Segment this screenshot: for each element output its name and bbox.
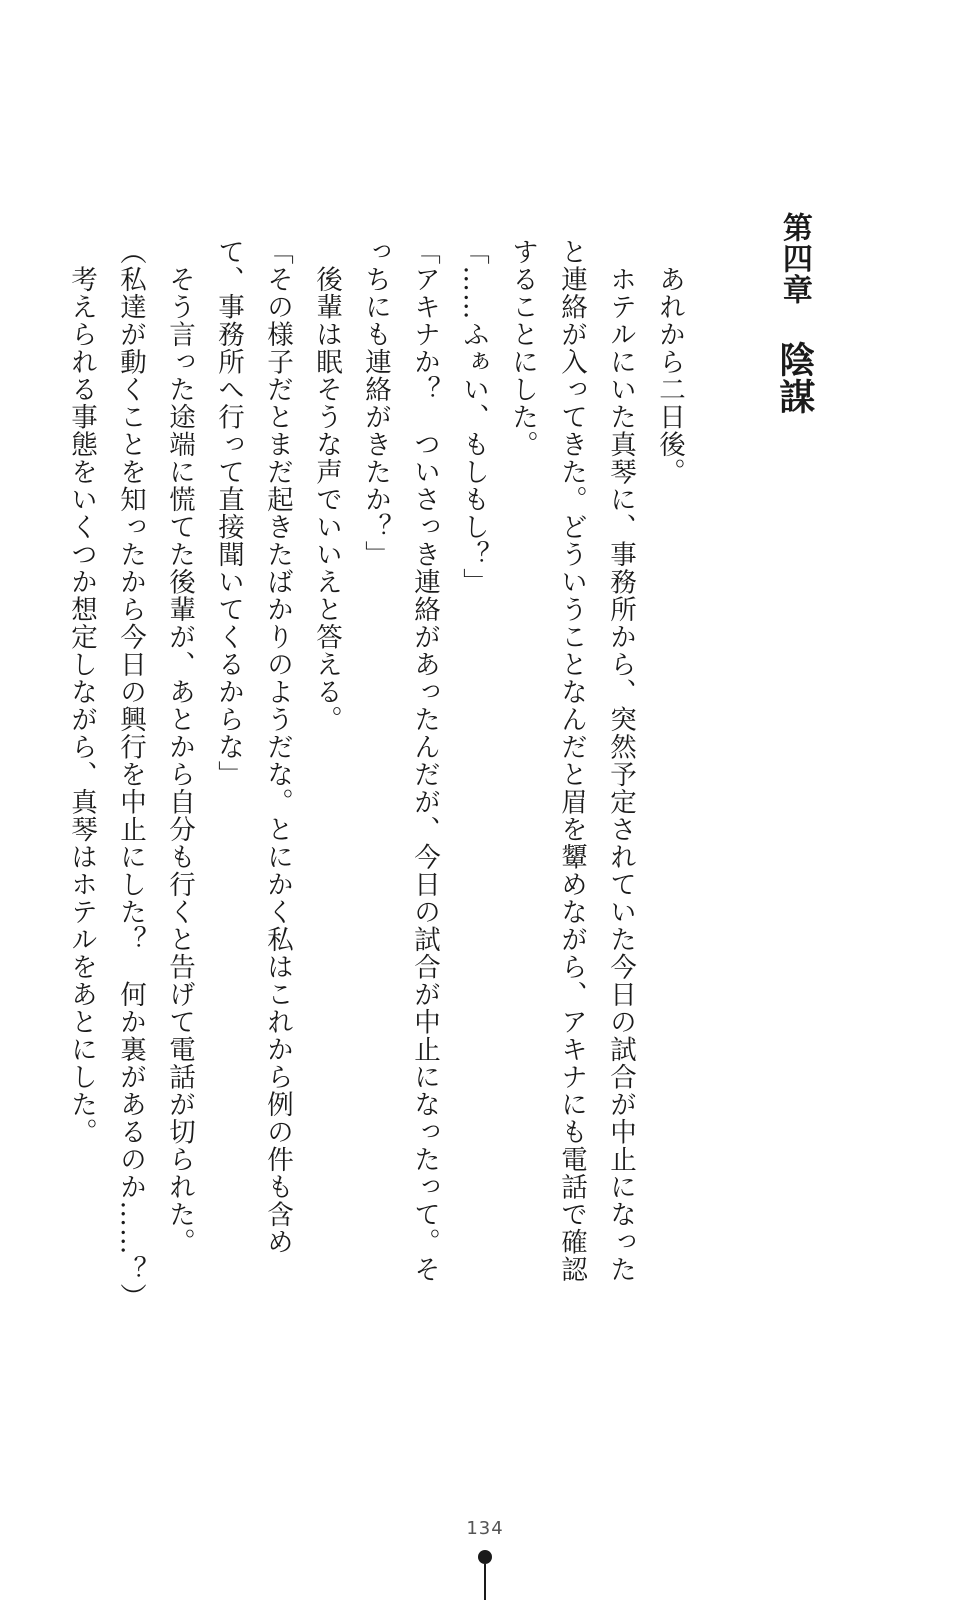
body-text: [57, 238, 694, 1311]
dialogue-line: 「……ふぁい、もしもし？」: [458, 238, 489, 596]
dialogue-line: 「その様子だとまだ起きたばかりのようだな。とにかく私はこれから例の件も含めて、事務所へ行って直接聞いてくるからな」: [213, 238, 293, 1256]
dialogue-line: 「アキナか？ ついさっき連絡があったんだが、今日の試合が中止になったって。そっちにも連絡がきたか？」: [360, 238, 440, 1283]
paragraph: あれから二日後。: [654, 238, 685, 486]
paragraph: そう言った途端に慌てた後輩が、あとから自分も行くと告げて電話が切られた。: [164, 238, 195, 1256]
paragraph: ホテルにいた真琴に、事務所から、突然予定されていた今日の試合が中止になったと連絡が入ってきた。どういうことなんだと眉を顰めながら、アキナにも電話で確認することにした。: [507, 238, 636, 1283]
paragraph: 後輩は眠そうな声でいいえと答える。: [311, 238, 342, 733]
chapter-number: 第四章: [776, 212, 812, 305]
inner-thought: （私達が動くことを知ったから今日の興行を中止にした？ 何か裏があるのか……？）: [115, 238, 146, 1311]
chapter-heading: [774, 212, 814, 415]
page-number: 134: [466, 1518, 504, 1539]
chapter-title: 陰謀: [773, 341, 815, 415]
page-marker-line: [484, 1564, 486, 1600]
page-marker-dot: [478, 1550, 492, 1564]
paragraph: 考えられる事態をいくつか想定しながら、真琴はホテルをあとにした。: [66, 238, 97, 1146]
